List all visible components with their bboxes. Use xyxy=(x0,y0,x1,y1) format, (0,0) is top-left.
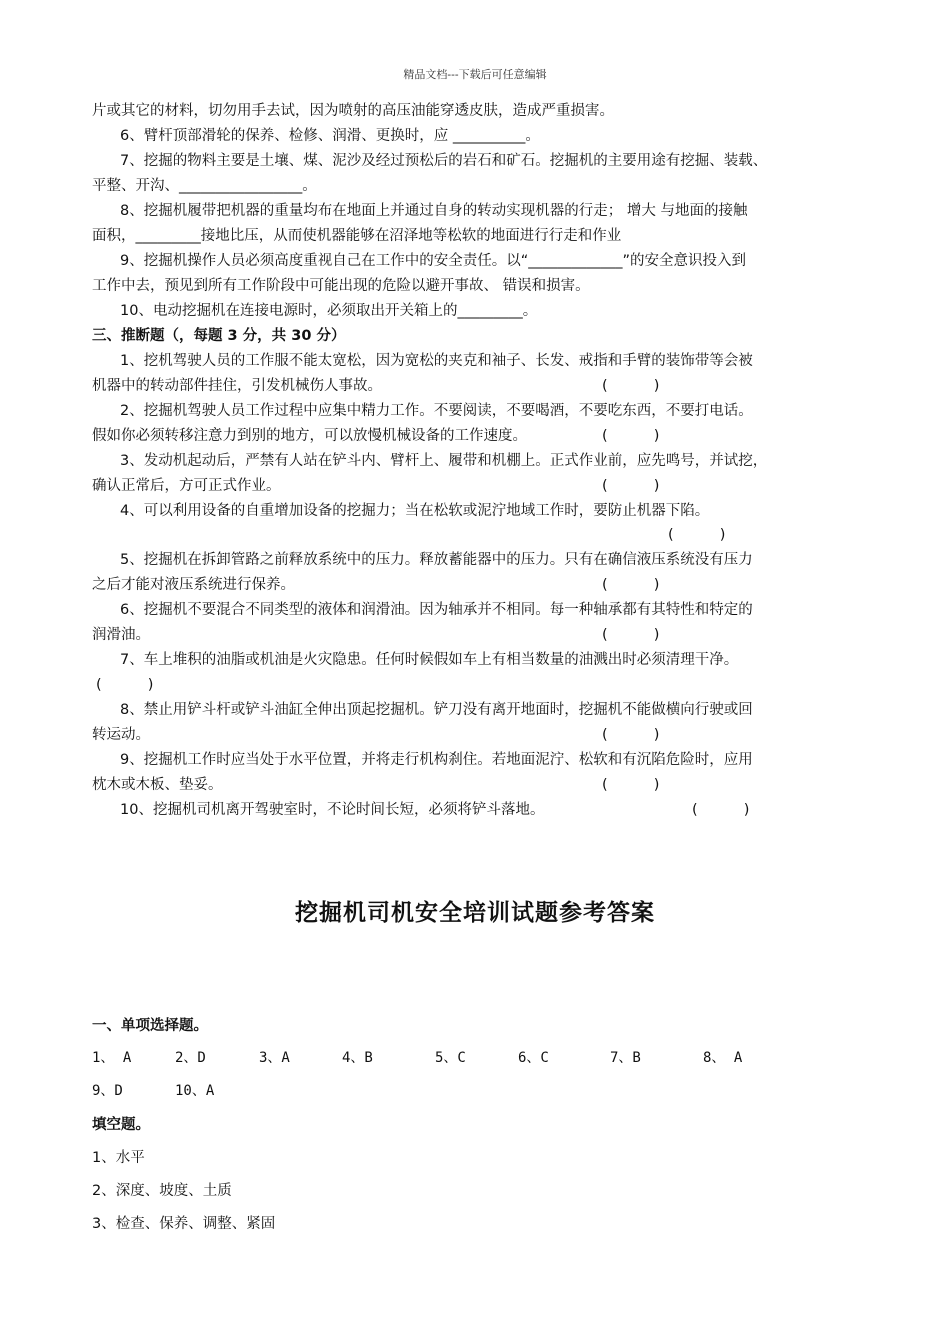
page-header: 精品文档---下载后可任意编辑 xyxy=(403,68,547,81)
mc-answer: 9、D xyxy=(92,1083,123,1099)
answer-paren: ( ) xyxy=(602,378,660,394)
answer-paren: ( ) xyxy=(602,727,660,743)
mc-answer: 1、 A xyxy=(92,1050,132,1066)
fill-line: 6、臂杆顶部滑轮的保养、检修、润滑、更换时，应 __________。 xyxy=(120,128,540,144)
mc-answer: 3、A xyxy=(259,1050,290,1066)
fill-line: 面积，_________接地比压，从而使机器能够在沼泽地等松软的地面进行行走和作业 xyxy=(92,228,622,244)
answer-title: 挖掘机司机安全培训试题参考答案 xyxy=(295,900,655,926)
judge-line: 9、挖掘机工作时应当处于水平位置，并将走行机构刹住。若地面泥泞、松软和有沉陷危险时，应用 xyxy=(120,752,753,768)
judge-line: 枕木或木板、垫妥。 xyxy=(92,777,223,793)
fill-answer-title: 填空题。 xyxy=(92,1117,150,1133)
judge-line: 1、挖机驾驶人员的工作服不能太宽松，因为宽松的夹克和袖子、长发、戒指和手臂的装饰带等会被 xyxy=(120,353,753,369)
mc-answer: 5、C xyxy=(435,1050,466,1066)
judge-line: 润滑油。 xyxy=(92,627,150,643)
judge-line: 6、挖掘机不要混合不同类型的液体和润滑油。因为轴承并不相同。每一种轴承都有其特性和特定的 xyxy=(120,602,753,618)
judge-line: 8、禁止用铲斗杆或铲斗油缸全伸出顶起挖掘机。铲刀没有离开地面时，挖掘机不能做横向行驶或回 xyxy=(120,702,753,718)
fill-answer: 3、检查、保养、调整、紧固 xyxy=(92,1216,276,1232)
answer-paren: ( ) xyxy=(602,428,660,444)
answer-paren: ( ) xyxy=(602,777,660,793)
answer-paren: ( ) xyxy=(96,677,154,693)
judge-line: 10、挖掘机司机离开驾驶室时，不论时间长短，必须将铲斗落地。 xyxy=(120,802,545,818)
mc-answer: 7、B xyxy=(610,1050,641,1066)
judge-line: 3、发动机起动后，严禁有人站在铲斗内、臂杆上、履带和机棚上。正式作业前，应先鸣号，并试挖， xyxy=(120,453,768,469)
judge-line: 机器中的转动部件挂住，引发机械伤人事故。 xyxy=(92,378,382,394)
judge-line: 5、挖掘机在拆卸管路之前释放系统中的压力。释放蓄能器中的压力。只有在确信液压系统没有压力 xyxy=(120,552,753,568)
judge-line: 确认正常后，方可正式作业。 xyxy=(92,478,281,494)
mc-answer: 2、D xyxy=(175,1050,206,1066)
judge-line: 2、挖掘机驾驶人员工作过程中应集中精力工作。不要阅读，不要喝酒，不要吃东西，不要打电话。 xyxy=(120,403,753,419)
fill-line: 工作中去，预见到所有工作阶段中可能出现的危险以避开事故、 错误和损害。 xyxy=(92,278,590,294)
fill-line: 片或其它的材料，切勿用手去试，因为喷射的高压油能穿透皮肤，造成严重损害。 xyxy=(92,103,614,119)
judge-line: 之后才能对液压系统进行保养。 xyxy=(92,577,295,593)
judge-line: 7、车上堆积的油脂或机油是火灾隐患。任何时候假如车上有相当数量的油溅出时必须清理干净。 xyxy=(120,652,739,668)
answer-paren: ( ) xyxy=(602,577,660,593)
judge-line: 4、可以利用设备的自重增加设备的挖掘力；当在松软或泥泞地域工作时，要防止机器下陷。 xyxy=(120,503,710,519)
mc-answer: 6、C xyxy=(518,1050,549,1066)
fill-line: 7、挖掘的物料主要是土壤、煤、泥沙及经过预松后的岩石和矿石。挖掘机的主要用途有挖掘、装载、 xyxy=(120,153,768,169)
fill-line: 平整、开沟、_________________。 xyxy=(92,178,317,194)
fill-answer: 2、深度、坡度、土质 xyxy=(92,1183,232,1199)
answer-paren: ( ) xyxy=(668,527,726,543)
fill-line: 9、挖掘机操作人员必须高度重视自己在工作中的安全责任。以“_____________”的安全意识投入到 xyxy=(120,253,746,269)
judge-line: 转运动。 xyxy=(92,727,150,743)
answer-paren: ( ) xyxy=(602,478,660,494)
answer-paren: ( ) xyxy=(692,802,750,818)
fill-answer: 1、水平 xyxy=(92,1150,145,1166)
answer-section-title: 一、单项选择题。 xyxy=(92,1018,208,1034)
answer-paren: ( ) xyxy=(602,627,660,643)
judge-line: 假如你必须转移注意力到别的地方，可以放慢机械设备的工作速度。 xyxy=(92,428,527,444)
section-title: 三、推断题（，每题 3 分，共 30 分） xyxy=(92,328,346,344)
mc-answer: 10、A xyxy=(175,1083,215,1099)
fill-line: 8、挖掘机履带把机器的重量均布在地面上并通过自身的转动实现机器的行走； 增大 与地面的接触 xyxy=(120,203,748,219)
mc-answer: 4、B xyxy=(342,1050,373,1066)
fill-line: 10、电动挖掘机在连接电源时，必须取出开关箱上的_________。 xyxy=(120,303,538,319)
mc-answer: 8、 A xyxy=(703,1050,743,1066)
